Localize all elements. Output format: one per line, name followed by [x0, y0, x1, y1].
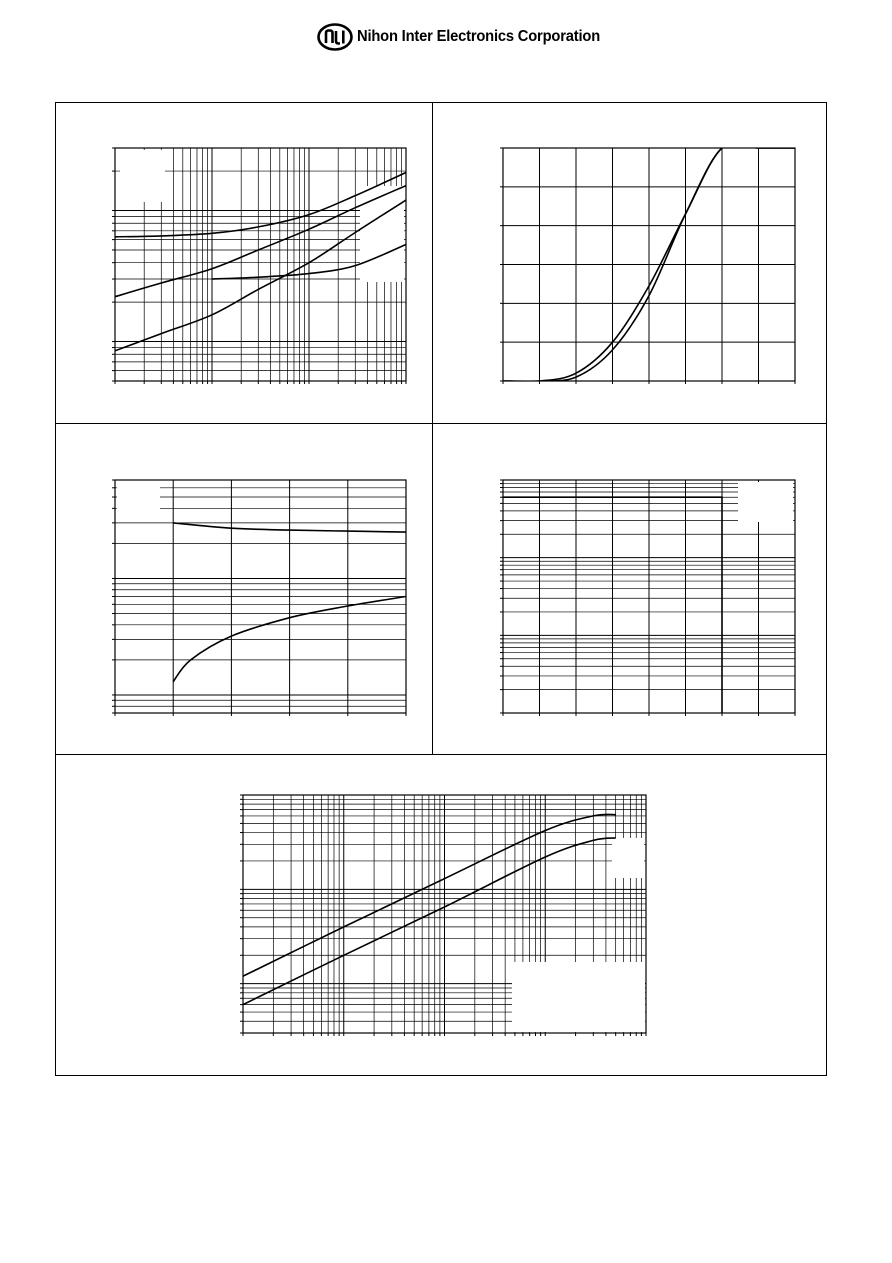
company-name: Nihon Inter Electronics Corporation [357, 28, 601, 45]
legend-blank-area [512, 962, 645, 1032]
series-line-1 [243, 814, 616, 976]
legend-blank-area [612, 838, 644, 878]
